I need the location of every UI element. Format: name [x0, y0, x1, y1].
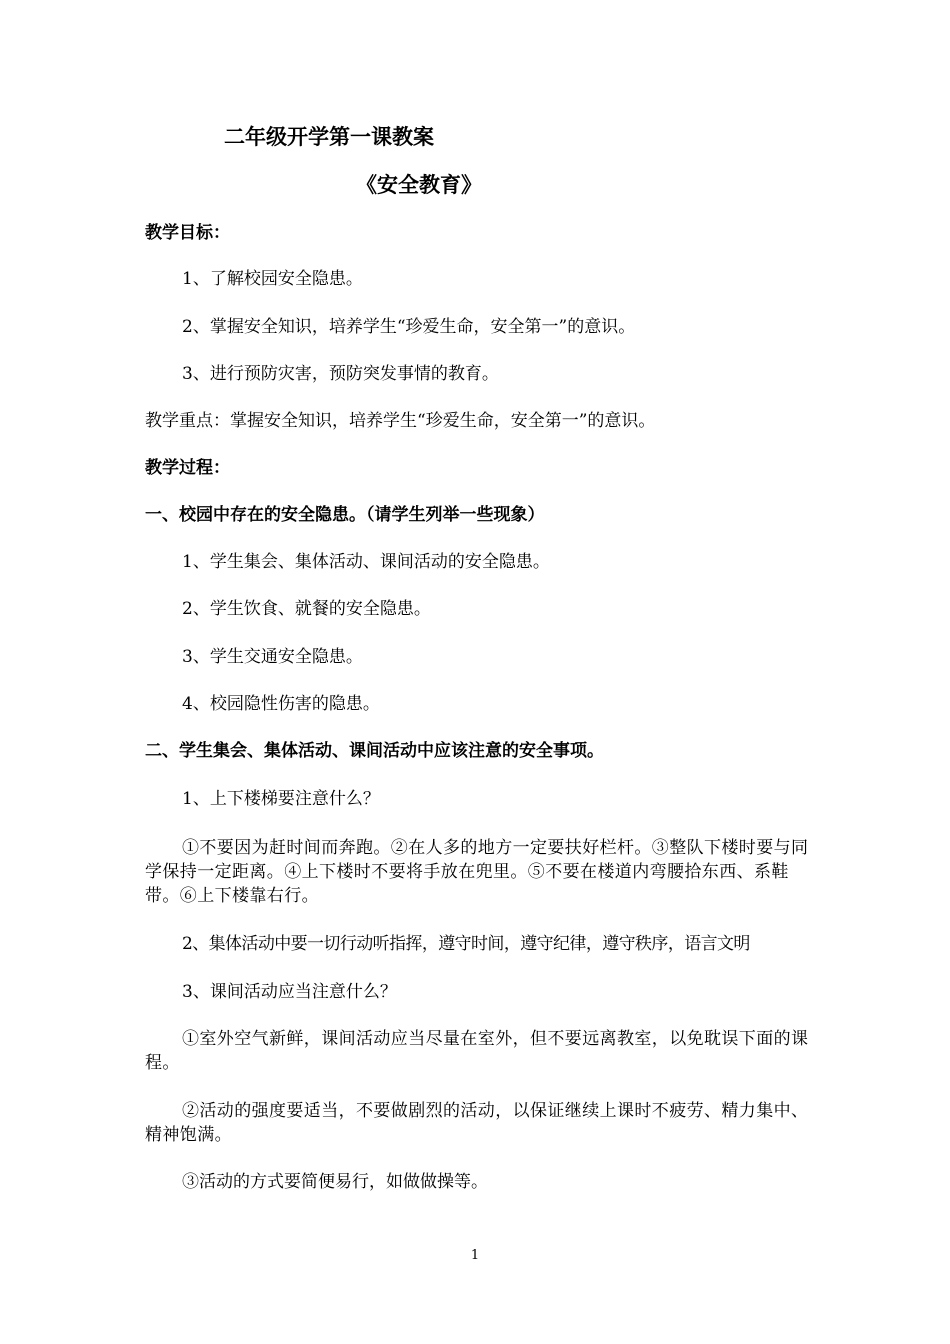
- section1-heading: 一、校园中存在的安全隐患。（请学生列举一些现象）: [145, 505, 545, 525]
- objective-item: 1、了解校园安全隐患。: [182, 269, 363, 289]
- group-activity-paragraph: 2、集体活动中要一切行动听指挥，遵守时间，遵守纪律，遵守秩序，语言文明: [182, 934, 750, 954]
- key-point: 教学重点：掌握安全知识，培养学生“珍爱生命，安全第一”的意识。: [145, 411, 656, 431]
- objective-item: 2、掌握安全知识，培养学生“珍爱生命，安全第一”的意识。: [182, 317, 636, 337]
- section1-item: 3、学生交通安全隐患。: [182, 647, 363, 667]
- section2-question: 3、课间活动应当注意什么？: [182, 982, 397, 1002]
- break-answer-paragraph: ②活动的强度要适当，不要做剧烈的活动，以保证继续上课时不疲劳、精力集中、精神饱满。: [145, 1101, 809, 1145]
- document-subtitle: 《安全教育》: [356, 172, 482, 197]
- stairs-answer-paragraph: ①不要因为赶时间而奔跑。②在人多的地方一定要扶好栏杆。③整队下楼时要与同学保持一定距离。④上下楼时不要将手放在兜里。⑤不要在楼道内弯腰拾东西、系鞋带。⑥上下楼靠右行。: [145, 838, 809, 906]
- page-number: 1: [470, 1248, 480, 1263]
- section1-item: 4、校园隐性伤害的隐患。: [182, 694, 380, 714]
- document-title: 二年级开学第一课教案: [224, 124, 434, 149]
- objective-item: 3、进行预防灾害，预防突发事情的教育。: [182, 364, 499, 384]
- section2-heading: 二、学生集会、集体活动、课间活动中应该注意的安全事项。: [145, 741, 604, 761]
- section1-item: 1、学生集会、集体活动、课间活动的安全隐患。: [182, 552, 550, 572]
- break-answer-paragraph: ③活动的方式要简便易行，如做做操等。: [182, 1172, 488, 1192]
- section1-item: 2、学生饮食、就餐的安全隐患。: [182, 599, 431, 619]
- objectives-heading: 教学目标：: [145, 223, 230, 243]
- break-answer-paragraph: ①室外空气新鲜，课间活动应当尽量在室外，但不要远离教室，以免耽误下面的课程。: [145, 1029, 809, 1073]
- section2-question: 1、上下楼梯要注意什么？: [182, 789, 380, 809]
- process-heading: 教学过程：: [145, 458, 230, 478]
